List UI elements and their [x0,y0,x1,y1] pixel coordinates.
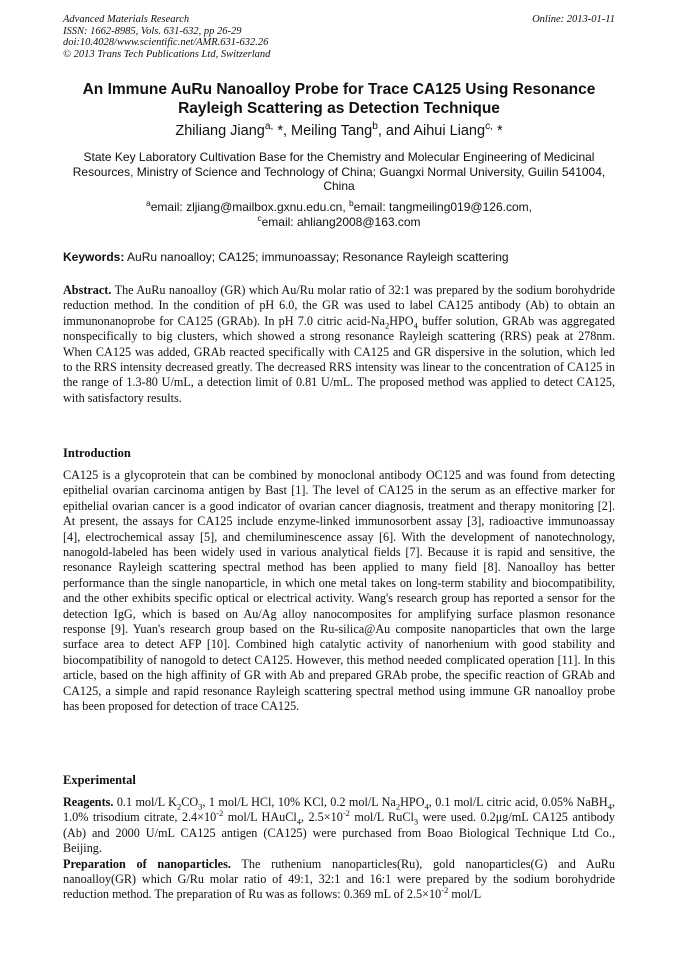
journal-copyright: © 2013 Trans Tech Publications Ltd, Switzerland [63,48,271,60]
affiliation: State Key Laboratory Cultivation Base for the Chemistry and Molecular Engineering of Medicinal Resources, Ministry of Science and Technology of China; Guangxi Normal University, Guilin 541004, China [72,150,606,194]
reagents-sub: 4 [607,801,612,812]
reagents-sub: 3 [198,801,203,812]
preparation-paragraph [63,857,615,903]
reagents-sup: -2 [216,808,224,819]
reagents-sub: 3 [413,816,419,827]
author-1-sup: a, [264,121,274,133]
reagents-text: , 0.1 mol/L citric acid, 0.05% NaBH [428,795,608,809]
preparation-text: The ruthenium nanoparticles(Ru), gold nanoparticles(G) and AuRu nanoalloy(GR) which G/Ru molar ratio of 49:1, 32:1 and 16:1 were prepared by the sodium borohydride reduction method. The preparation of Ru was as follows: 0.369 mL of 2.5×10 [63,856,616,902]
introduction-body: CA125 is a glycoprotein that can be combined by monoclonal antibody OC125 and was found from detecting epithelial ovarian carcinoma antigen by Bast [1]. The level of CA125 in the serum as an effective marker for epithelial ovarian cancer is a good indicator of ovarian cancer diagnosis, treatment and therapy monitoring [2]. At present, the assays for CA125 include enzyme-linked immunosorbent assay [3], radioactive immunoassay [4], electrochemical assay [5], and chemiluminescence assay [6]. With the development of nanotechnology, nanogold-labeled has been widely used in various analytical fields [7]. Because it is rapid and sensitive, the resonance Rayleigh scattering spectral method has been applied to many field [8]. Nanoalloy has better performance than the single nanoparticle, in which one metal takes on long-term stability and biocompatibility, and the other exhibits specific optical or electrical activity. Wang's research group has reported a sensor for the detection IgG, which is based on Au/Ag alloy nanocomposites for amplifying surface plasmon resonance response [9]. Yuan's research group based on the Ru-silica@Au composite nanoparticles that own the large surface area to detect AFP [10]. Combined high catalytic activity of nanorhenium with good stability and biocompatibility of nanogold to detect CA125. However, this method needed complicated operation [11]. In this article, based on the high affinity of GR with Ab and prepared GRAb probe, the specific reaction of GRAb and CA125, a simple and rapid resonance Rayleigh scattering spectral method using immune GR nanoalloy probe has been proposed for detection of trace CA125. [63,468,615,714]
abstract-text-1: The AuRu nanoalloy (GR) which Au/Ru molar ratio of 32:1 was prepared by the sodium borohydride reduction method. In the condition of pH 6.0, the GR was used to label CA125 antibody (Ab) to obtain an immunonanoprobe for CA125 (GRAb). In pH 7.0 citric acid-Na [63,283,615,328]
abstract-label: Abstract. [63,283,112,297]
email-b-sup: b [349,198,354,208]
author-list [40,123,638,139]
author-emails [40,200,638,229]
email-line-2 [40,212,638,230]
experimental-body [63,795,615,903]
keywords-text: AuRu nanoalloy; CA125; immunoassay; Resonance Rayleigh scattering [124,250,509,264]
online-date: Online: 2013-01-11 [532,14,615,25]
reagents-sub: 4 [296,816,302,827]
author-3: Aihui Liang [413,123,486,139]
title-line-2: Rayleigh Scattering as Detection Technique [178,100,500,117]
journal-issn: ISSN: 1662-8985, Vols. 631-632, pp 26-29 [63,25,242,37]
email-b: email: tangmeiling019@126.com, [353,200,532,214]
abstract-text-2: HPO [389,313,414,328]
author-1-star: *, [273,123,292,139]
reagents-sub: 2 [395,801,401,812]
author-3-sup: c, [485,121,493,133]
reagents-paragraph [63,795,615,857]
preparation-sup: -2 [441,885,449,896]
reagents-text: , 1.0% trisodium citrate, 2.4×10 [63,795,616,825]
email-c: email: ahliang2008@163.com [261,214,421,229]
keywords-label: Keywords: [63,250,125,264]
email-c-sup: c [257,212,262,223]
reagents-text: , 2.5×10 [301,810,343,825]
author-1: Zhiliang Jiang [175,123,265,139]
reagents-text: were used. 0.2μg/mL CA125 antibody (Ab) and 2000 U/mL CA125 antigen (CA125) were purchased from Boao Biological Technique Ltd Co., Beijing. [63,810,615,856]
abstract-sub-1: 2 [384,320,390,331]
email-line-1 [40,200,638,215]
abstract-sub-2: 4 [413,320,418,331]
keywords [63,250,615,264]
reagents-text: 0.1 mol/L K [113,795,177,809]
author-2-sup: b [372,121,378,133]
reagents-label: Reagents. [63,795,114,809]
preparation-text: mol/L [448,887,482,902]
reagents-text: mol/L HAuCl [223,810,297,825]
journal-name: Advanced Materials Research [63,14,190,25]
author-3-star: * [492,123,503,139]
paper-title [40,80,638,118]
preparation-label: Preparation of nanoparticles. [63,856,231,871]
reagents-text: mol/L RuCl [349,810,414,825]
author-2: Meiling Tang [291,123,373,139]
abstract-text-3: buffer solution, GRAb was aggregated nonspecifically to big clusters, which showed a strong resonance Rayleigh scattering (RRS) peak at 278nm. When CA125 was added, GRAb reacted specifically with CA125 and GR dispersive in the solution, which led to the RRS intensity decreased greatly. The decreased RRS intensity was linear to the concentration of CA125 in the range of 1.3-80 U/mL, a detection limit of 0.81 U/mL. The proposed method was applied to detect CA125, with satisfactory results. [63,313,615,405]
title-line-1: An Immune AuRu Nanoalloy Probe for Trace CA125 Using Resonance [82,81,596,98]
reagents-sup: -2 [342,808,350,819]
experimental-heading: Experimental [63,773,136,787]
introduction-heading: Introduction [63,446,131,460]
reagents-text: , 1 mol/L HCl, 10% KCl, 0.2 mol/L Na [202,795,396,809]
email-a: email: zljiang@mailbox.gxnu.edu.cn, [150,200,349,214]
reagents-text: HPO [400,795,425,809]
abstract [63,283,615,406]
email-a-sup: a [146,198,151,208]
journal-doi: doi:10.4028/www.scientific.net/AMR.631-632.26 [63,37,269,48]
journal-header [63,14,615,60]
reagents-sub: 4 [424,801,429,812]
author-sep: , and [377,123,414,139]
reagents-sub: 2 [176,801,182,812]
reagents-text: CO [181,795,199,809]
